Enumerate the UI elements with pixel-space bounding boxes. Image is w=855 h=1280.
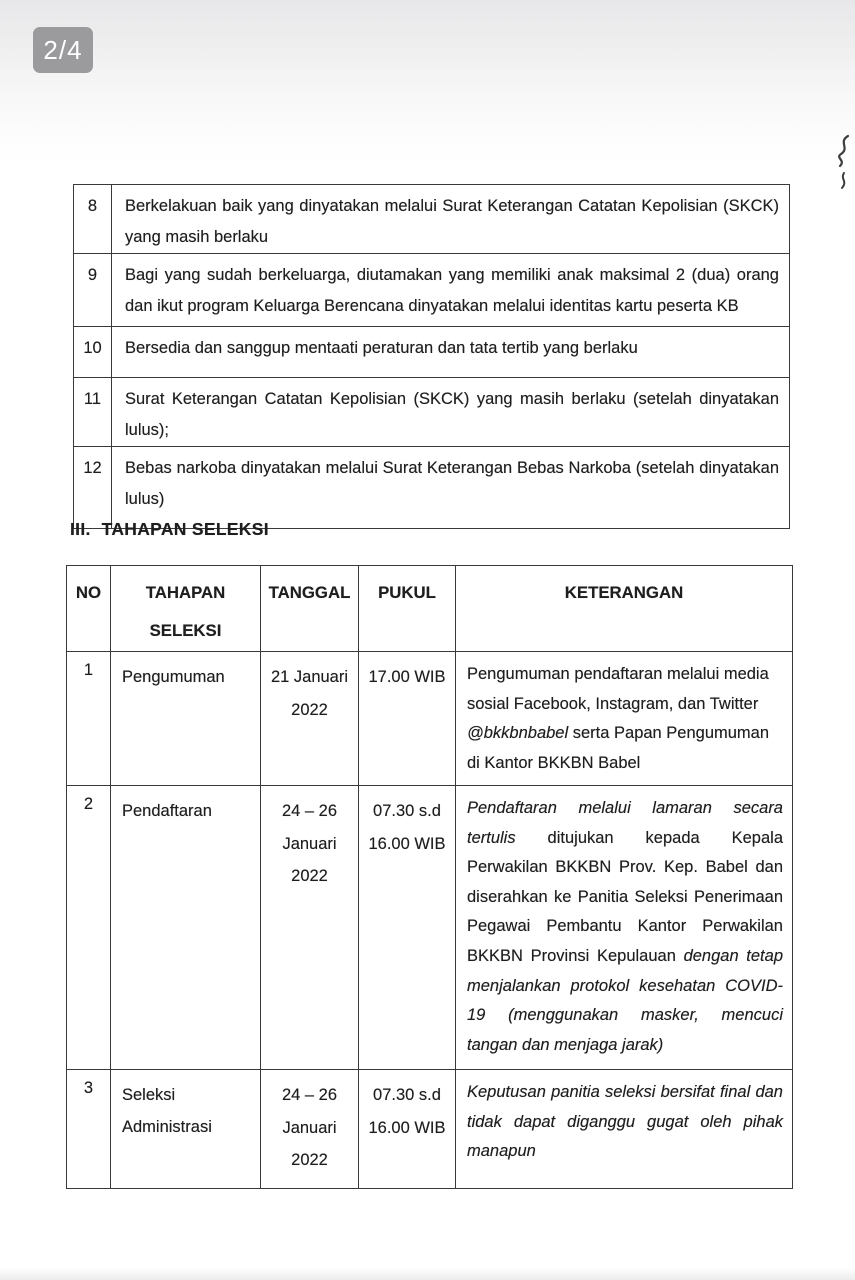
requirement-number: 8 <box>74 185 112 254</box>
requirement-number: 9 <box>74 254 112 327</box>
section-numeral: III. <box>70 519 91 539</box>
requirements-table <box>73 184 790 529</box>
selection-stage-row <box>67 786 793 1070</box>
stage-number: 2 <box>67 786 111 1070</box>
requirement-text: Berkelakuan baik yang dinyatakan melalui Surat Keterangan Catatan Kepolisian (SKCK) yang masih berlaku <box>112 185 790 254</box>
stage-time: 07.30 s.d 16.00 WIB <box>359 1070 456 1189</box>
requirement-number: 10 <box>74 327 112 378</box>
stage-number: 1 <box>67 652 111 786</box>
stage-description: Pengumuman pendaftaran melalui media sosial Facebook, Instagram, dan Twitter @bkkbnbabel serta Papan Pengumuman di Kantor BKKBN Babel <box>456 652 793 786</box>
requirement-number: 11 <box>74 378 112 447</box>
page-indicator-badge: 2/4 <box>33 27 93 73</box>
col-header-pukul: PUKUL <box>359 566 456 652</box>
stage-name: Pengumuman <box>111 652 261 786</box>
stage-description: Pendaftaran melalui lamaran secara tertulis ditujukan kepada Kepala Perwakilan BKKBN Prov. Kep. Babel dan diserahkan ke Panitia Seleksi Penerimaan Pegawai Pembantu Kantor Perwakilan BKKBN Provinsi Kepulauan dengan tetap menjalankan protokol kesehatan COVID-19 (menggunakan masker, mencuci tangan dan menjaga jarak) <box>456 786 793 1070</box>
stage-time: 17.00 WIB <box>359 652 456 786</box>
selection-stage-row <box>67 652 793 786</box>
col-header-keterangan: KETERANGAN <box>456 566 793 652</box>
stage-time: 07.30 s.d 16.00 WIB <box>359 786 456 1070</box>
requirement-row <box>74 185 790 254</box>
requirements-table-body <box>74 185 790 529</box>
requirement-text: Bebas narkoba dinyatakan melalui Surat Keterangan Bebas Narkoba (setelah dinyatakan lulus) <box>112 447 790 529</box>
scan-bottom-edge <box>0 1268 855 1280</box>
col-header-tanggal: TANGGAL <box>261 566 359 652</box>
stage-date: 24 – 26 Januari 2022 <box>261 1070 359 1189</box>
requirement-text: Bagi yang sudah berkeluarga, diutamakan yang memiliki anak maksimal 2 (dua) orang dan ikut program Keluarga Berencana dinyatakan melalui identitas kartu peserta KB <box>112 254 790 327</box>
col-header-no: NO <box>67 566 111 652</box>
requirement-row <box>74 254 790 327</box>
section-heading <box>70 519 269 540</box>
requirement-text: Surat Keterangan Catatan Kepolisian (SKCK) yang masih berlaku (setelah dinyatakan lulus); <box>112 378 790 447</box>
selection-table-header-row <box>67 566 793 652</box>
selection-table-body <box>67 652 793 1189</box>
requirement-row <box>74 327 790 378</box>
stage-date: 21 Januari 2022 <box>261 652 359 786</box>
requirement-number: 12 <box>74 447 112 529</box>
requirement-row <box>74 378 790 447</box>
stage-description: Keputusan panitia seleksi bersifat final dan tidak dapat diganggu gugat oleh pihak manapun <box>456 1070 793 1189</box>
stage-name: Seleksi Administrasi <box>111 1070 261 1189</box>
selection-stage-row <box>67 1070 793 1189</box>
section-title: TAHAPAN SELEKSI <box>101 519 269 539</box>
col-header-tahapan-seleksi: TAHAPAN SELEKSI <box>111 566 261 652</box>
stage-number: 3 <box>67 1070 111 1189</box>
stage-name: Pendaftaran <box>111 786 261 1070</box>
stage-date: 24 – 26 Januari 2022 <box>261 786 359 1070</box>
selection-stages-table <box>66 565 793 1189</box>
requirement-row <box>74 447 790 529</box>
handwritten-mark <box>832 133 855 203</box>
requirement-text: Bersedia dan sanggup mentaati peraturan dan tata tertib yang berlaku <box>112 327 790 378</box>
